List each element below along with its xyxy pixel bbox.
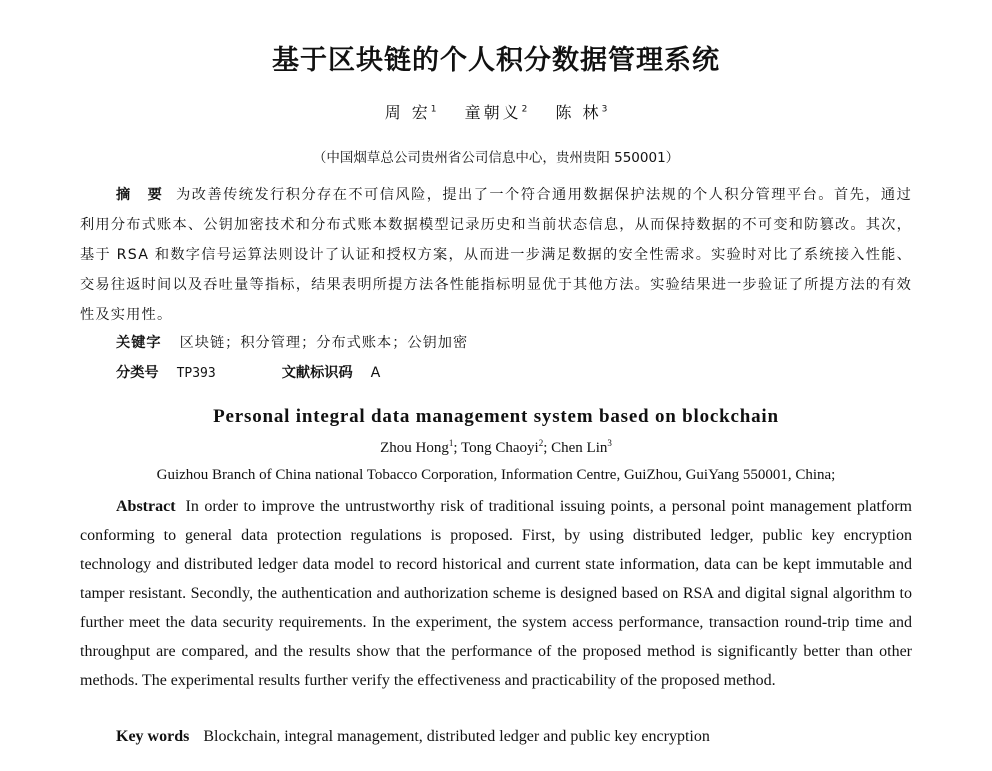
author-cn bbox=[385, 103, 437, 122]
keywords-label-en: Key words bbox=[116, 728, 190, 745]
keywords-label-cn: 关键字 bbox=[116, 335, 162, 351]
affiliation-cn: （中国烟草总公司贵州省公司信息中心，贵州贵阳 550001） bbox=[312, 150, 680, 166]
author-list-cn bbox=[0, 100, 992, 123]
keywords-en bbox=[116, 728, 710, 746]
author-affil-mark: 2 bbox=[538, 438, 544, 448]
author-cn bbox=[465, 103, 528, 122]
paper-title-en: Personal integral data management system based on blockchain bbox=[213, 406, 779, 427]
author-name: Tong Chaoyi bbox=[461, 440, 539, 456]
author-name: 陈 林 bbox=[555, 103, 602, 122]
classification-row bbox=[116, 362, 380, 382]
abstract-text-en: In order to improve the untrustworthy risk of traditional issuing points, a personal point management platform conforming to general data protection regulations is proposed. First, by using distributed ledger, public key encryption technology and distributed ledger data model to record historical and current state information, data can be kept immutable and tamper resistant. Secondly, the authentication and authorization scheme is designed based on RSA and digital signal algorithm to further meet the data security requirements. In the experiment, the system access performance, transaction round-trip time and throughput are compared, and the results show that the performance of the proposed method is significantly better than other methods. The experimental results further verify the effectiveness and practicability of the proposed method. bbox=[80, 498, 912, 689]
author-affil-mark: 1 bbox=[448, 438, 454, 448]
author-name: 童朝义 bbox=[464, 103, 522, 122]
abstract-text-cn: 为改善传统发行积分存在不可信风险，提出了一个符合通用数据保护法规的个人积分管理平台。首先，通过利用分布式账本、公钥加密技术和分布式账本数据模型记录历史和当前状态信息，从而保持数据的不可变和防篡改。其次，基于 RSA 和数字信号运算法则设计了认证和授权方案，从而进一步满足数据的安全性需求。实验时对比了系统接入性能、交易往返时间以及吞吐量等指标，结果表明所提方法各性能指标明显优于其他方法。实验结果进一步验证了所提方法的有效性及实用性。 bbox=[80, 187, 912, 323]
abstract-en bbox=[80, 492, 912, 695]
author-affil-mark: 3 bbox=[607, 438, 612, 448]
affiliation-en: Guizhou Branch of China national Tobacco Corporation, Information Centre, GuiZhou, GuiYang 550001, China; bbox=[156, 467, 836, 483]
abstract-cn bbox=[80, 180, 912, 330]
abstract-label-cn: 摘 要 bbox=[116, 187, 169, 203]
author-name: Zhou Hong bbox=[380, 440, 449, 456]
class-number-label: 分类号 bbox=[116, 365, 159, 381]
author-cn bbox=[555, 103, 607, 122]
abstract-label-en: Abstract bbox=[116, 498, 176, 515]
keywords-text-en: Blockchain, integral management, distributed ledger and public key encryption bbox=[203, 728, 710, 745]
keywords-text-cn: 区块链；积分管理；分布式账本；公钥加密 bbox=[179, 335, 469, 351]
doc-code-value: A bbox=[370, 365, 381, 381]
keywords-cn bbox=[116, 332, 468, 352]
author-name: Chen Lin bbox=[551, 440, 608, 456]
author-affil-mark: 2 bbox=[521, 104, 528, 115]
author-affil-mark: 1 bbox=[430, 104, 437, 115]
class-number-value: TP393 bbox=[176, 366, 216, 381]
author-name: 周 宏 bbox=[384, 103, 431, 122]
author-list-en: Zhou Hong$^1$; Tong Chaoyi$^2$; Chen Lin$^3$ bbox=[380, 438, 612, 456]
author-affil-mark: 3 bbox=[601, 104, 608, 115]
paper-title-cn: 基于区块链的个人积分数据管理系统 bbox=[272, 45, 720, 76]
doc-code-label: 文献标识码 bbox=[281, 365, 353, 381]
